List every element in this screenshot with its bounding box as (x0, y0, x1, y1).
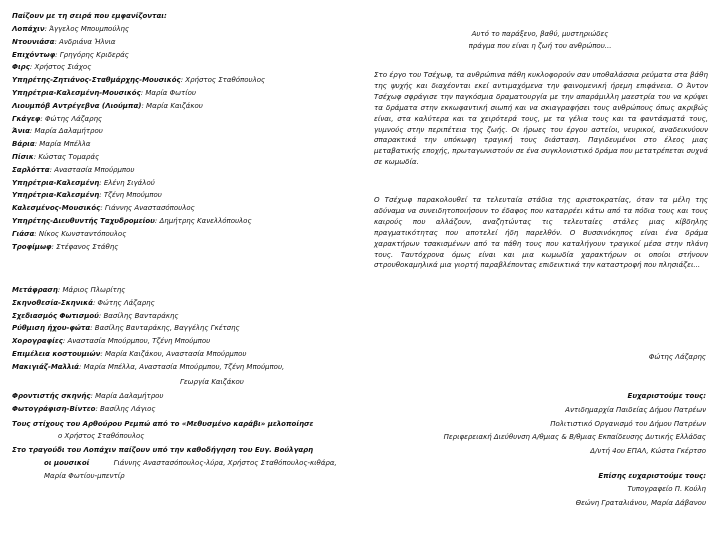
cast-row-name: Γιάννης Αναστασόπουλος (104, 204, 195, 213)
crew-row (12, 363, 284, 372)
cast-row-name: Τζένη Μπούμπου (103, 191, 162, 200)
crew-row-name: Μαρία Καιζάκου, Αναστασία Μπούρμπου (104, 350, 247, 358)
cast-row-role: Τροφίμωφ (12, 242, 52, 251)
cast-row-role: Πίσικ (12, 153, 34, 161)
thanks-item: Περιφερειακή Διεύθυνση Α/θμιας & Β/θμιας Εκπαίδευσης Δυτικής Ελλάδας (443, 433, 706, 441)
separator: : (62, 337, 68, 346)
cast-row (12, 89, 196, 98)
separator: : (49, 165, 55, 174)
cast-row-role: Βάρια (12, 140, 35, 149)
intro-paragraph-1: Στο έργο του Τσέχωφ, τα ανθρώπινα πάθη κυκλοφορούν σαν υποθαλάσσια ρεύματα στα βάθη της ψυχής και διαχέονται εκεί αντιμαχόμενα την φαινομενική ήρεμη επιφάνεια. Ο Άντον Τσέχωφ σφράγισε την παγκόσμια δραματουργία με την απαράμιλλη μαεστρία του να κρύψει τα δράματα στην εκκωφαντική σιωπή και να σκιαγραφήσει τους ανθρώπους όπως ακριβώς είναι, στα καλύτερα και τα χειρότερά τους, με τα γέλια τους και τα φαντάσματά τους, γυμνούς στην περιπέτεια της ζωής. Οι ήρωες του έργου αστείοι, νευρικοί, αναδεικνύουν σπαρακτικά την υπόκωφη τραγική τους διάσταση. Παγιδευμένοι στο έλεος μιας μεταβατικής εποχής, πρωταγωνιστούν σε ένα συγκλονιστικό δράμα που μετατρέπεται συχνά σε κωμωδία. (374, 70, 708, 167)
separator: : (95, 404, 101, 413)
song-musicians-label: οι μουσικοί (44, 459, 90, 467)
separator: : (29, 63, 35, 72)
verse-credit: Τους στίχους του Αρθούρου Ρεμπώ από το «Μεθυσμένο καράβι» μελοποίησε (12, 420, 314, 428)
separator: : (180, 76, 186, 85)
crew-row (12, 350, 246, 359)
separator: : (40, 114, 45, 123)
cast-row-role: Υπηρέτρια-Καλεσμένη-Μουσικός (12, 89, 141, 97)
separator: : (90, 392, 96, 400)
cast-row (12, 127, 103, 136)
separator: : (51, 242, 57, 251)
quote-line-2: πράγμα που είναι η ζωή του ανθρώπου... (468, 42, 612, 50)
crew-row-name: Μαρία Μπέλλα, Αναστασία Μπούρμπου, Τζένη Μπούμπου, (83, 362, 285, 371)
separator: : (90, 324, 95, 333)
separator: : (141, 101, 147, 110)
cast-row (12, 217, 252, 226)
thanks2-item: Τυπογραφείο Π. Κούλη (627, 485, 706, 493)
crew-row-role: Χορογραφίες (12, 337, 63, 346)
separator: : (54, 37, 60, 46)
crew-continuation: Γεωργία Καιζάκου (180, 378, 244, 386)
crew-row (12, 324, 240, 333)
cast-row-role: Ντουνιάσα (12, 37, 55, 46)
separator: : (33, 153, 39, 161)
thanks-heading: Ευχαριστούμε τους: (627, 392, 706, 400)
crew-row-role: Επιμέλεια κοστουμιών (12, 350, 101, 358)
cast-row-name: Ανδριάνα Ήλνια (59, 37, 116, 46)
cast-row-role: Υπηρέτης-Ζητιάνος-Σταθμάρχης-Μουσικός (12, 76, 181, 85)
cast-row (12, 76, 265, 85)
cast-row (12, 140, 91, 149)
cast-row-name: Μαρία Μπέλλα (39, 140, 91, 149)
crew2-row-name: Μαρία Δαλαμήτρου (95, 392, 164, 400)
separator: : (154, 217, 160, 225)
cast-row-name: Φώτης Λάζαρης (44, 114, 103, 123)
cast-row-name: Στέφανος Στάθης (56, 242, 119, 251)
song-musicians: Γιάννης Αναστασόπουλος-λύρα, Χρήστος Σταθόπουλος-κιθάρα, (113, 459, 337, 467)
quote-line-1: Αυτό το παράξενο, βαθύ, μυστηριώδες (471, 30, 609, 38)
song-credit: Στο τραγούδι του Λοπάχιν παίζουν υπό την καθοδήγηση του Ευγ. Βούλγαρη (12, 446, 314, 454)
thanks-item: Αντιδημαρχία Παιδείας Δήμου Πατρέων (565, 406, 706, 414)
separator: : (140, 89, 146, 97)
song-musicians-line (44, 459, 337, 468)
crew-row-role: Μακιγιάζ-Μαλλιά (12, 362, 79, 371)
separator: : (99, 178, 104, 187)
crew-row (12, 299, 155, 308)
cast-row-name: Μαρία Φωτίου (145, 89, 196, 97)
crew2-row-name: Βασίλης Λάγιος (100, 404, 156, 413)
cast-row-role: Φιρς (12, 63, 30, 72)
cast-row (12, 191, 162, 200)
crew-row-role: Ρύθμιση ήχου-φώτα (12, 324, 91, 333)
cast-row-name: Γρηγόρης Κριδεράς (59, 50, 129, 59)
intro-paragraph-2: Ο Τσέχωφ παρακολουθεί τα τελευταία στάδια της αριστοκρατίας, όταν τα μέλη της αδύναμα να συνειδητοποιήσουν το έδαφος που καταρρέει κάτω από τα πόδια τους και τους καιρούς που αλλάζουν, αναζητώντας τις τελευταίες στάλες μιας κίβδηλης πραγματικότητας που αποτελεί ήδη παρελθόν. Ο Βυσσινόκηπος είναι ένα δράμα χαρακτήρων τσακισμένων από τα πάθη τους που καταλήγουν τραγικοί μέσα στην πλάνη τους. Ταυτόχρονα όμως είναι και μια κωμωδία χαρακτήρων οι οποίοι στήνουν στρουθοκαμηλικά μια γιορτή παραβλέποντας επιδεικτικά την καταστροφή που πλησιάζει... (374, 195, 708, 270)
crew2-row-role: Φωτογράφιση-Βίντεο (12, 404, 96, 413)
cast-row-name: Αναστασία Μπούρμπου (54, 165, 135, 174)
separator: : (55, 50, 60, 59)
cast-row (12, 102, 203, 111)
cast-row-name: Χρήστος Σιάχος (34, 63, 92, 72)
cast-row-role: Υπηρέτρια-Καλεσμένη (12, 191, 100, 200)
cast-row (12, 166, 134, 175)
crew-row-name: Αναστασία Μπούρμπου, Τζένη Μπούμπου (67, 337, 211, 346)
cast-row-name: Μαρία Δαλαμήτρου (34, 127, 103, 136)
separator: : (57, 286, 63, 294)
separator: : (44, 25, 50, 33)
separator: : (99, 191, 104, 200)
thanks2-item: Θεώνη Γραταλιάνου, Μαρία Δάβανου (575, 498, 706, 507)
crew-row-role: Σχεδιασμός Φωτισμού (12, 311, 99, 320)
cast-row-role: Λιουμπόβ Αντρέγεβνα (Λιούμπα) (12, 101, 142, 110)
cast-row (12, 179, 155, 188)
crew-row (12, 286, 125, 295)
crew2-row-role: Φροντιστής σκηνής (12, 392, 91, 400)
cast-row-name: Ελένη Σιγάλού (103, 178, 155, 187)
cast-row (12, 115, 102, 124)
separator: : (29, 127, 35, 136)
separator: : (34, 229, 39, 238)
crew-row-name: Φώτης Λάζαρης (97, 298, 155, 307)
cast-row (12, 243, 118, 252)
cast-row-role: Επιχόντωφ (12, 50, 56, 59)
cast-row-name: Δημήτρης Κανελλόπουλος (159, 217, 252, 225)
thanks-item: Δ/ντή 4ου ΕΠΑΛ, Κώστα Γκέρτσο (590, 446, 706, 455)
cast-row-name: Κώστας Τομαράς (38, 153, 100, 161)
cast-row (12, 51, 129, 60)
separator: : (98, 311, 104, 320)
cast-row-role: Γκάγεφ (12, 114, 41, 123)
cast-row-name: Μαρία Καιζάκου (146, 101, 203, 110)
cast-row-role: Υπηρέτης-Διευθυντής Ταχυδρομείου (12, 217, 155, 225)
cast-row (12, 63, 91, 72)
cast-heading: Παίζουν με τη σειρά που εμφανίζονται: (12, 12, 167, 20)
separator: : (100, 350, 105, 358)
crew-row-name: Μάριος Πλωρίτης (62, 286, 126, 294)
crew2-row (12, 405, 156, 414)
cast-row (12, 25, 129, 34)
cast-row-role: Υπηρέτρια-Καλεσμένη (12, 178, 100, 187)
separator: : (92, 298, 98, 307)
cast-row-name: Χρήστος Σταθόπουλος (185, 76, 266, 85)
cast-row-role: Γιάσα (12, 229, 35, 238)
cast-row-name: Νίκος Κωνσταντόπουλος (38, 229, 127, 238)
cast-row-role: Άνια (12, 127, 30, 136)
thanks-item: Πολιτιστικό Οργανισμό του Δήμου Πατρέων (550, 419, 706, 428)
cast-row-role: Καλεσμένος-Μουσικός (12, 204, 101, 213)
cast-row-role: Λοπάχιν (12, 25, 45, 33)
cast-row-role: Σαρλόττα (12, 165, 50, 174)
song-musicians-2: Μαρία Φωτίου-μπεντίρ (44, 472, 125, 480)
right-page (360, 0, 720, 540)
crew2-row (12, 392, 163, 401)
verse-composer: ο Χρήστος Σταθόπουλος (58, 432, 145, 440)
crew-row-role: Μετάφραση (12, 286, 58, 294)
cast-row (12, 38, 116, 47)
separator: : (34, 140, 40, 149)
separator: : (100, 204, 105, 213)
crew-row (12, 312, 179, 321)
separator: : (79, 362, 84, 371)
crew-row-role: Σκηνοθεσία-Σκηνικά (12, 298, 93, 307)
cast-row-name: Άγγελος Μπουμπούλης (49, 25, 130, 33)
crew-row (12, 337, 210, 346)
cast-row (12, 204, 195, 213)
thanks2-heading: Επίσης ευχαριστούμε τους: (598, 472, 706, 480)
cast-row (12, 230, 126, 239)
crew-row-name: Βασίλης Βανταράκης (103, 311, 179, 320)
cast-row (12, 153, 99, 162)
signature: Φώτης Λάζαρης (648, 353, 706, 361)
crew-row-name: Βασίλης Βανταράκης, Βαγγέλης Γκέτσης (94, 324, 240, 333)
